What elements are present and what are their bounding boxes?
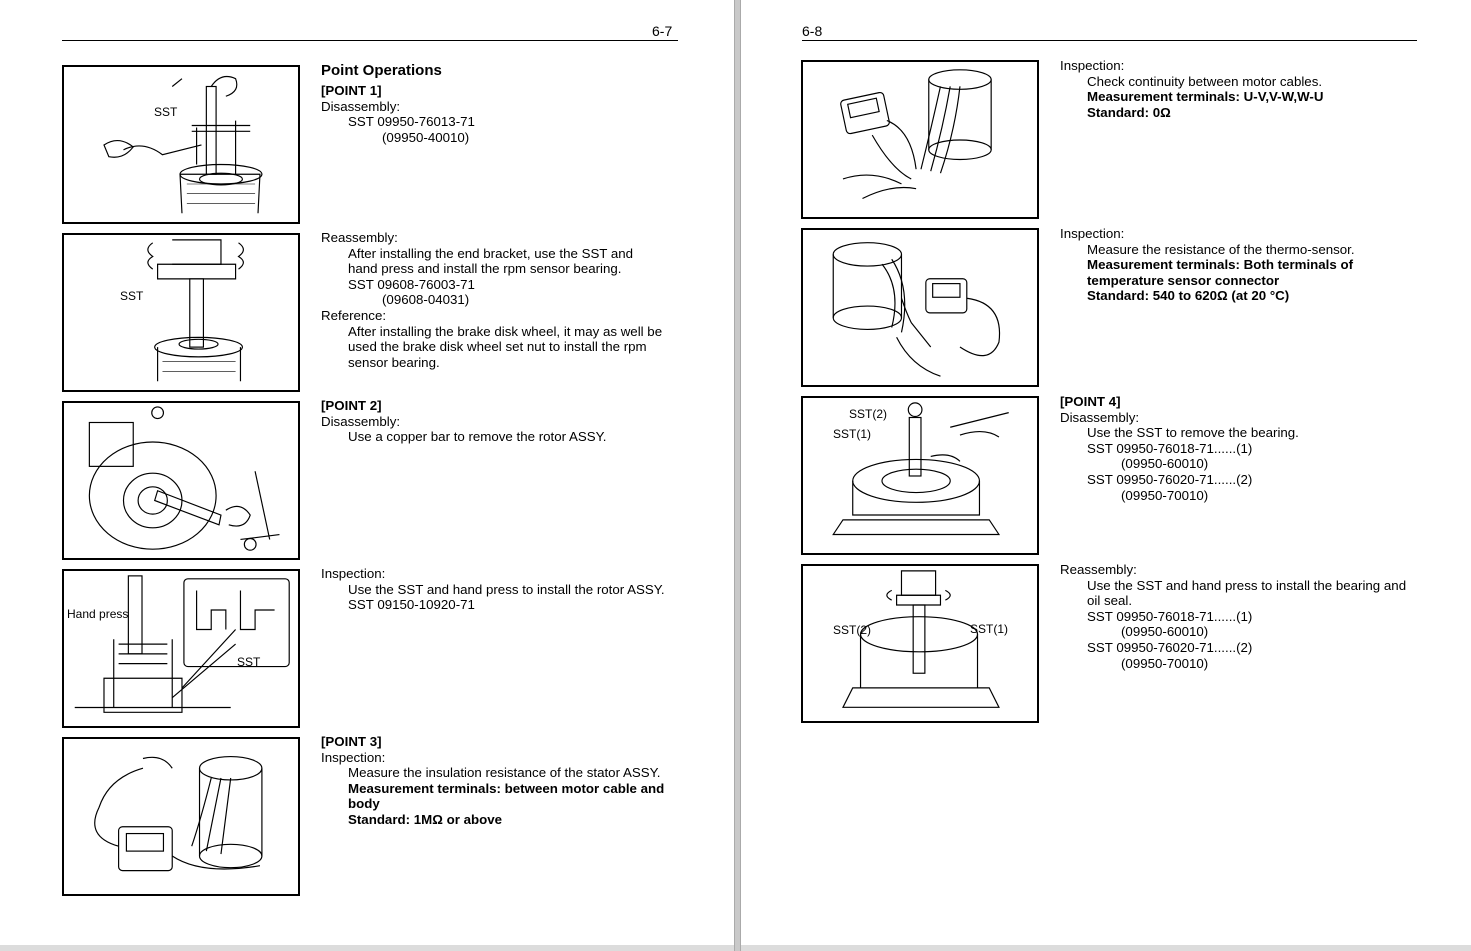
point-4-reassembly [1060, 562, 1420, 671]
sst-number: SST 09150-10920-71 [348, 597, 475, 613]
figure-continuity-test [801, 60, 1039, 219]
figure-rotor-removal [62, 401, 300, 560]
step-label: Reassembly: [321, 230, 398, 245]
sst-number: SST 09950-76020-71......(2) [1087, 471, 1253, 487]
step-label: Reassembly: [1060, 562, 1137, 577]
step-text: Use the SST to remove the bearing. [1087, 425, 1299, 441]
step-label: Disassembly: [321, 98, 401, 114]
step-label: Reference: [321, 307, 387, 323]
label-sst-1: SST(1) [970, 622, 1009, 636]
standard-value: Standard: 1MΩ or above [348, 811, 502, 827]
step-text: Use the SST and hand press to install the rotor ASSY. [348, 581, 665, 597]
figure-bearing-install [62, 233, 300, 392]
sst-number: (09950-60010) [1121, 624, 1209, 640]
figure-insulation-test [62, 737, 300, 896]
sst-number: SST 09950-76013-71 [348, 114, 475, 130]
point-2-section [321, 398, 681, 445]
step-label: Inspection: [321, 566, 386, 581]
figure-thermo-sensor-test [801, 228, 1039, 387]
header-rule [62, 40, 678, 41]
point-2-inspection [321, 566, 681, 613]
step-label: Disassembly: [1060, 409, 1140, 425]
sst-number: (09950-70010) [1121, 487, 1209, 503]
sst-number: (09950-60010) [1121, 456, 1209, 472]
step-label: Inspection: [1060, 226, 1125, 241]
figure-bearing-removal [801, 396, 1039, 555]
sst-number: (09950-40010) [382, 129, 470, 145]
figure-rotor-install [62, 569, 300, 728]
label-sst: SST [154, 105, 178, 119]
point-4-section [1060, 394, 1420, 503]
measurement-terminals: Measurement terminals: Both terminals of temperature sensor connector [1087, 257, 1353, 288]
sst-number: (09950-70010) [1121, 655, 1209, 671]
step-text: After installing the end bracket, use the SST and hand press and install the rpm sensor bearing. [348, 245, 634, 277]
step-text: Check continuity between motor cables. [1087, 73, 1323, 89]
step-label: Inspection: [321, 749, 386, 765]
figure-illustration [64, 739, 298, 894]
standard-value: Standard: 540 to 620Ω (at 20 °C) [1087, 288, 1290, 304]
step-text: Measure the resistance of the thermo-sensor. [1087, 241, 1355, 257]
figure-illustration [803, 398, 1037, 553]
figure-illustration [64, 403, 298, 558]
inspection-thermo-sensor [1060, 226, 1420, 304]
label-sst-2: SST(2) [849, 407, 888, 421]
sst-number: SST 09608-76003-71 [348, 276, 475, 292]
header-rule [802, 40, 1417, 41]
measurement-terminals: Measurement terminals: U-V,V-W,W-U [1087, 89, 1324, 105]
figure-illustration [803, 230, 1037, 385]
sst-number: SST 09950-76020-71......(2) [1087, 639, 1253, 655]
step-text: Measure the insulation resistance of the stator ASSY. [348, 765, 661, 781]
figure-illustration [64, 67, 298, 222]
inspection-continuity [1060, 58, 1420, 120]
measurement-terminals: Measurement terminals: between motor cable and body [348, 780, 665, 812]
figure-sst-disassembly [62, 65, 300, 224]
point-3-section [321, 734, 681, 828]
label-sst-2: SST(2) [833, 623, 872, 637]
figure-illustration [64, 571, 298, 726]
step-text: Use a copper bar to remove the rotor ASSY. [348, 429, 607, 445]
right-page [741, 0, 1471, 945]
label-sst: SST [120, 289, 144, 303]
point-heading: [POINT 3] [321, 734, 382, 749]
standard-value: Standard: 0Ω [1087, 104, 1171, 120]
sst-number: SST 09950-76018-71......(1) [1087, 608, 1253, 624]
page-number: 6-7 [652, 23, 673, 39]
step-label: Inspection: [1060, 58, 1125, 73]
figure-illustration [803, 62, 1037, 217]
point-heading: [POINT 1] [321, 83, 382, 98]
point-heading: [POINT 4] [1060, 394, 1121, 409]
page-number: 6-8 [802, 23, 823, 39]
point-heading: [POINT 2] [321, 398, 382, 413]
point-1-reassembly [321, 230, 671, 370]
sst-number: (09608-04031) [382, 292, 470, 308]
sst-number: SST 09950-76018-71......(1) [1087, 440, 1253, 456]
step-text: After installing the brake disk wheel, it may as well be used the brake disk wheel set nut to install the rpm sensor bearing. [348, 323, 663, 370]
page-gutter [734, 0, 741, 951]
step-label: Disassembly: [321, 413, 401, 429]
left-page [0, 0, 734, 945]
step-text: Use the SST and hand press to install the bearing and oil seal. [1087, 577, 1407, 609]
figure-bearing-install [801, 564, 1039, 723]
label-sst-1: SST(1) [833, 427, 872, 441]
point-1-section [321, 62, 681, 145]
figure-illustration [64, 235, 298, 390]
figure-illustration [803, 566, 1037, 721]
label-hand-press: Hand press [67, 607, 129, 621]
section-title: Point Operations [321, 62, 442, 79]
label-sst: SST [237, 655, 261, 669]
